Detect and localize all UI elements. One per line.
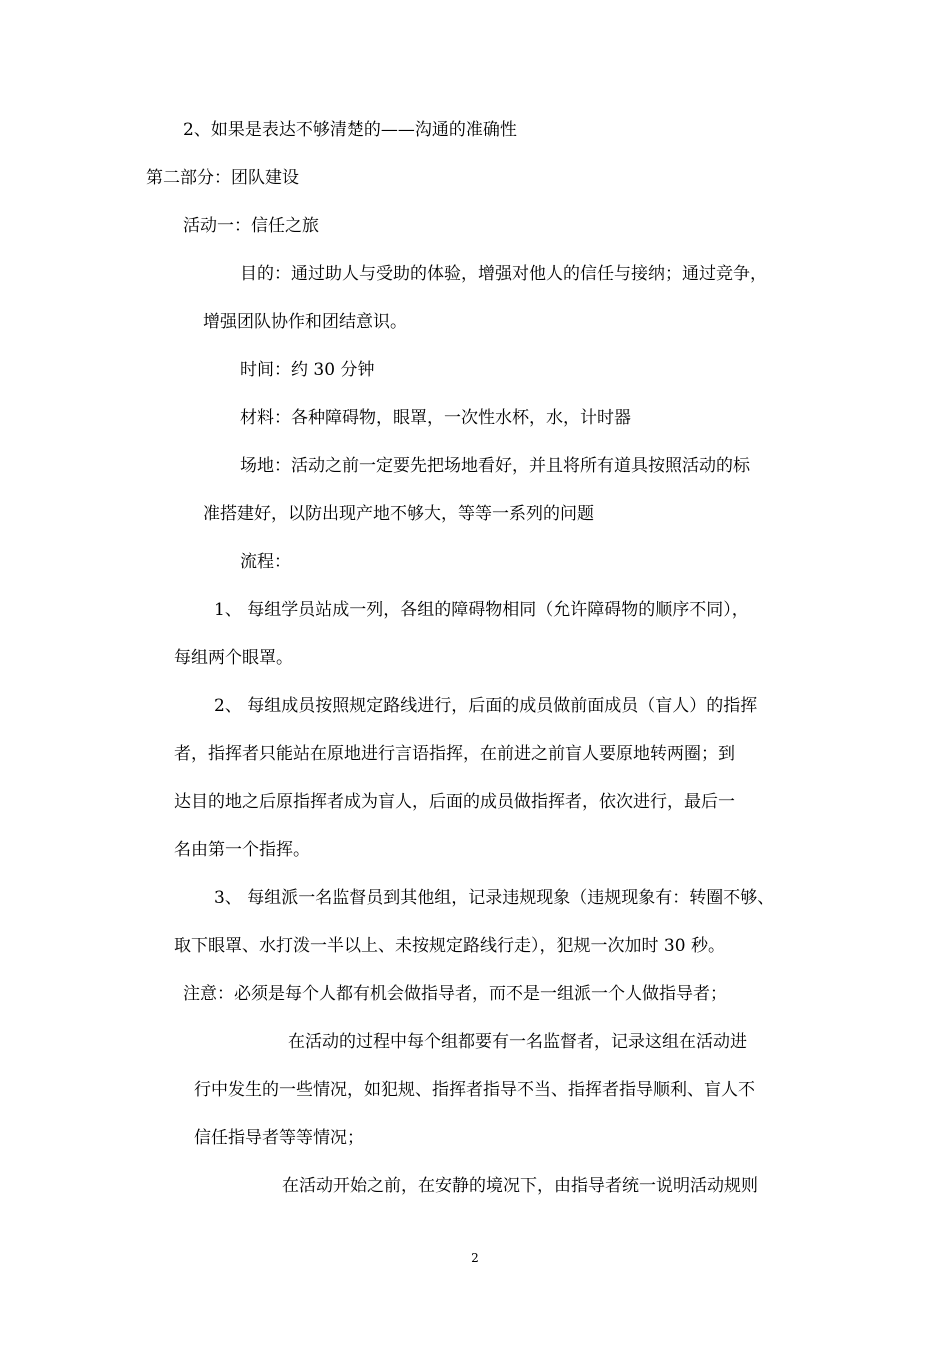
step-1-line-2: 每组两个眼罩。 (174, 648, 293, 668)
venue-line-1: 场地：活动之前一定要先把场地看好，并且将所有道具按照活动的标 (240, 456, 750, 476)
process-heading: 流程： (240, 552, 291, 572)
supervisor-line-2: 行中发生的一些情况，如犯规、指挥者指导不当、指挥者指导顺利、盲人不 (194, 1080, 755, 1100)
supervisor-line-1: 在活动的过程中每个组都要有一名监督者，记录这组在活动进 (288, 1032, 747, 1052)
line-communication-accuracy: 2、如果是表达不够清楚的——沟通的准确性 (183, 120, 517, 140)
time-line: 时间：约 30 分钟 (240, 360, 375, 380)
purpose-line-1: 目的：通过助人与受助的体验，增强对他人的信任与接纳；通过竞争， (240, 264, 767, 284)
step-2-line-4: 名由第一个指挥。 (174, 840, 310, 860)
section-heading-team-building: 第二部分：团队建设 (146, 168, 299, 188)
note-line: 注意：必须是每个人都有机会做指导者，而不是一组派一个人做指导者； (183, 984, 727, 1004)
step-2-line-2: 者，指挥者只能站在原地进行言语指挥，在前进之前盲人要原地转两圈；到 (174, 744, 735, 764)
venue-line-2: 准搭建好，以防出现产地不够大，等等一系列的问题 (203, 504, 594, 524)
supervisor-line-3: 信任指导者等等情况； (194, 1128, 364, 1148)
step-2-line-3: 达目的地之后原指挥者成为盲人，后面的成员做指挥者，依次进行，最后一 (174, 792, 735, 812)
materials-line: 材料：各种障碍物，眼罩，一次性水杯，水，计时器 (240, 408, 631, 428)
step-3-line-2: 取下眼罩、水打泼一半以上、未按规定路线行走），犯规一次加时 30 秒。 (174, 936, 725, 956)
page-number: 2 (471, 1251, 479, 1265)
step-1-line-1: 1、 每组学员站成一列，各组的障碍物相同（允许障碍物的顺序不同）， (214, 600, 749, 620)
purpose-line-2: 增强团队协作和团结意识。 (203, 312, 407, 332)
step-3-line-1: 3、 每组派一名监督员到其他组，记录违规现象（违规现象有：转圈不够、 (214, 888, 775, 908)
rules-line: 在活动开始之前，在安静的境况下，由指导者统一说明活动规则 (282, 1176, 758, 1196)
activity-heading-trust-journey: 活动一：信任之旅 (183, 216, 319, 236)
step-2-line-1: 2、 每组成员按照规定路线进行，后面的成员做前面成员（盲人）的指挥 (214, 696, 758, 716)
